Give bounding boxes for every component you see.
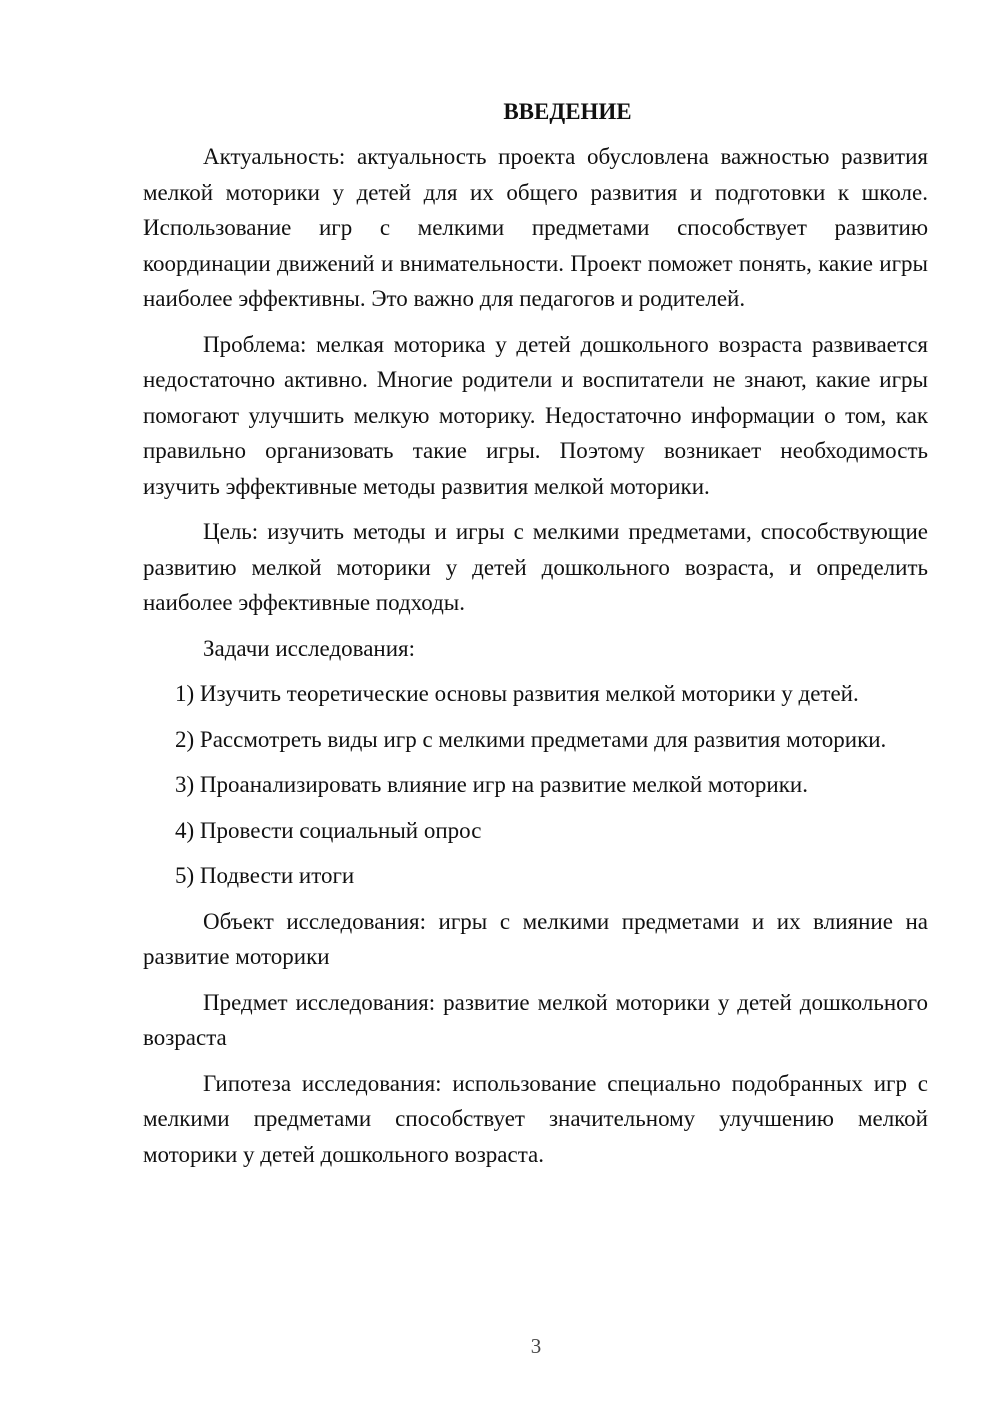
- document-body: [143, 95, 928, 1182]
- task-item-5: 5) Подвести итоги: [175, 863, 355, 888]
- paragraph-goal: Цель: изучить методы и игры с мелкими предметами, способствующие развитию мелкой моторики у детей дошкольного возраста, и определить наиболее эффективные подходы.: [143, 519, 928, 615]
- paragraph-problem: Проблема: мелкая моторика у детей дошкольного возраста развивается недостаточно активно. Многие родители и воспитатели не знают, какие игры помогают улучшить мелкую моторику. Недостаточно информации о том, как правильно организовать такие игры. Поэтому возникает необходимость изучить эффективные методы развития мелкой моторики.: [143, 331, 928, 499]
- paragraph-subject: Предмет исследования: развитие мелкой моторики у детей дошкольного возраста: [143, 989, 928, 1050]
- paragraph-relevance: Актуальность: актуальность проекта обусловлена важностью развития мелкой моторики у детей для их общего развития и подготовки к школе. Использование игр с мелкими предметами способствует развитию координации движений и внимательности. Проект поможет понять, какие игры наиболее эффективны. Это важно для педагогов и родителей.: [143, 144, 928, 311]
- task-item-2: 2) Рассмотреть виды игр с мелкими предметами для развития моторики.: [175, 726, 887, 752]
- paragraph-object: Объект исследования: игры с мелкими предметами и их влияние на развитие моторики: [143, 908, 928, 969]
- task-item-3: 3) Проанализировать влияние игр на развитие мелкой моторики.: [175, 772, 808, 797]
- paragraph-tasks-heading: Задачи исследования:: [203, 635, 416, 661]
- task-item-4: 4) Провести социальный опрос: [175, 817, 482, 843]
- section-title: ВВЕДЕНИЕ: [503, 99, 632, 124]
- page-number: 3: [530, 1334, 542, 1358]
- paragraph-hypothesis: Гипотеза исследования: использование специально подобранных игр с мелкими предметами способствует значительному улучшению мелкой моторики у детей дошкольного возраста.: [143, 1070, 928, 1167]
- task-item-1: 1) Изучить теоретические основы развития мелкой моторики у детей.: [175, 681, 859, 706]
